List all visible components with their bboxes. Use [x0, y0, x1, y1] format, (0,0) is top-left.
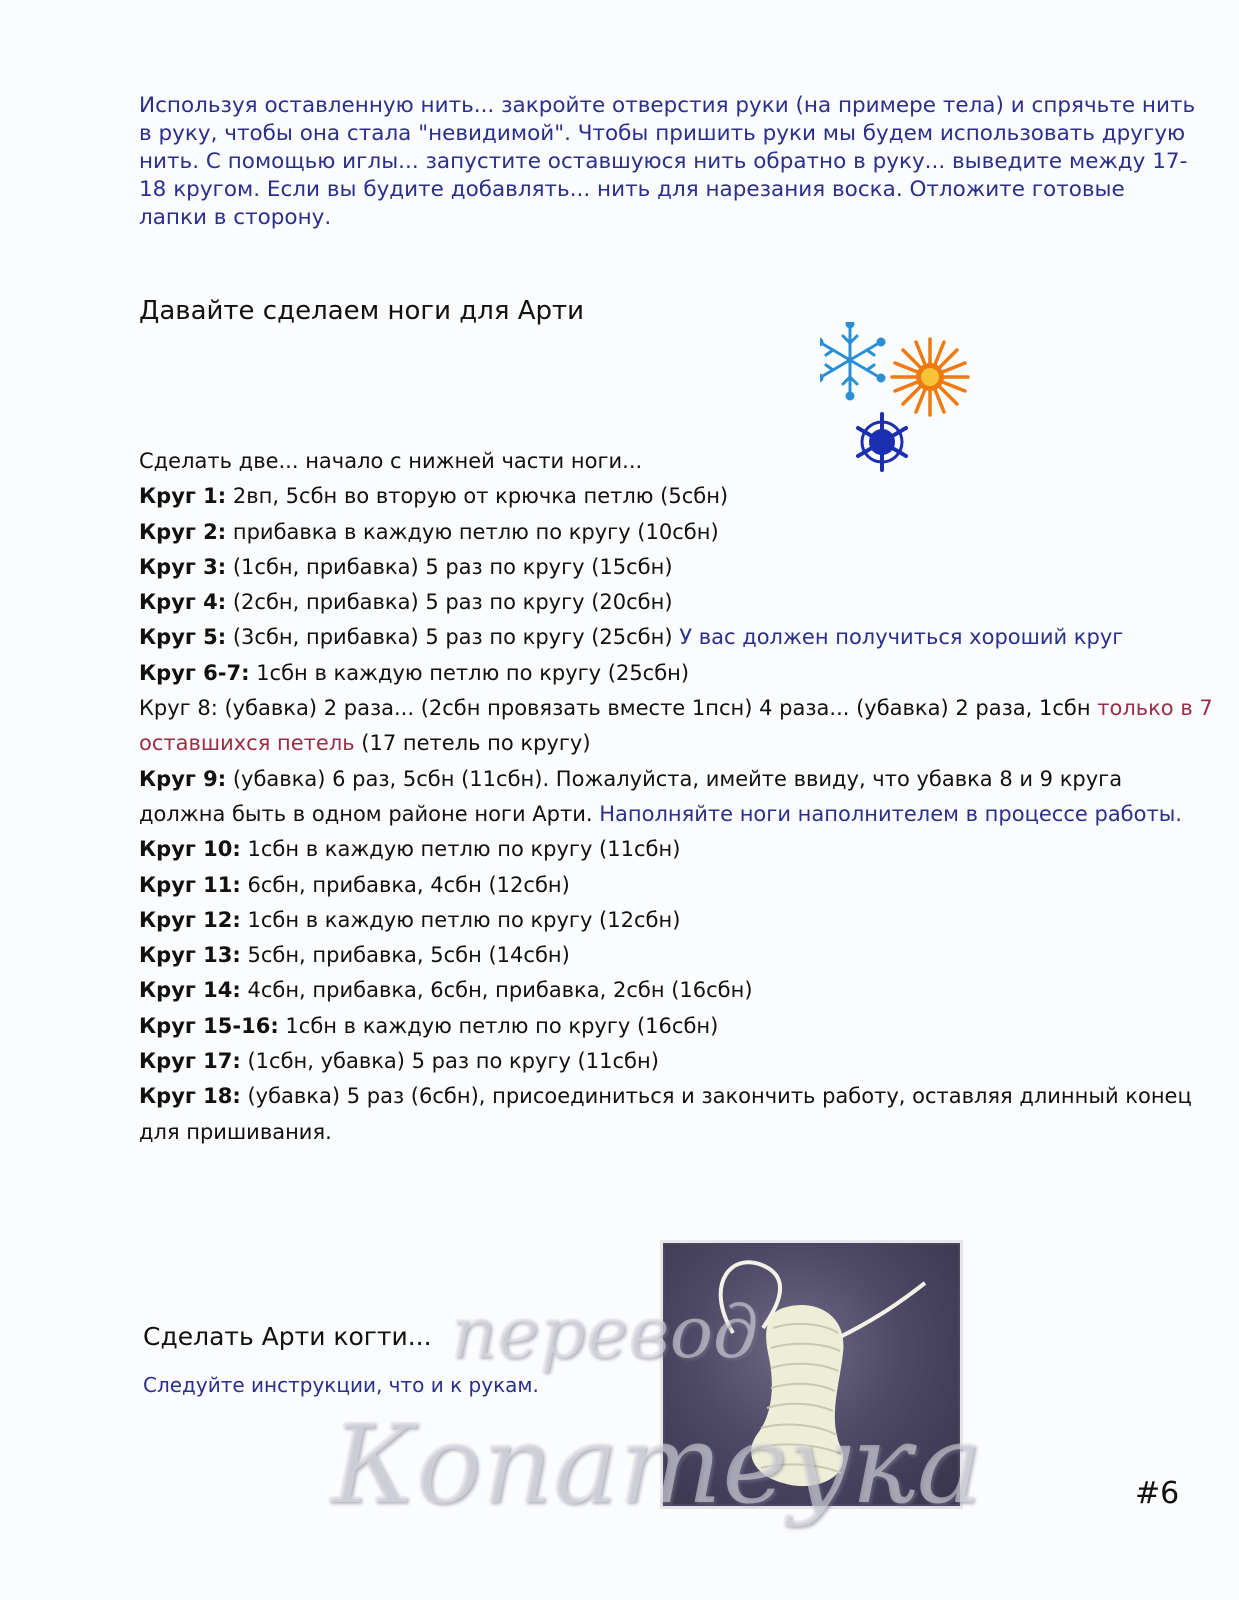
round-text: (убавка) 5 раз (6сбн), присоединиться и закончить работу, оставляя длинный конец для пришивания.	[139, 1084, 1192, 1144]
round-note: У вас должен получиться хороший круг	[679, 625, 1124, 650]
round-text-after: (17 петель по кругу)	[354, 731, 591, 756]
round-row	[139, 1009, 1214, 1044]
make-two-line: Сделать две... начало с нижней части ноги...	[139, 449, 643, 473]
round-row	[139, 1044, 1214, 1079]
round-row	[139, 550, 1214, 585]
watermark-line-2: Копатеука	[330, 1400, 983, 1528]
claws-heading: Сделать Арти когти...	[143, 1322, 432, 1351]
round-text: (1сбн, убавка) 5 раз по кругу (11сбн)	[240, 1049, 659, 1074]
round-row	[139, 479, 1214, 514]
round-row	[139, 868, 1214, 903]
round-label: Круг 5:	[139, 625, 227, 650]
claws-note: Следуйте инструкции, что и к рукам.	[143, 1373, 539, 1397]
round-label: Круг 15-16:	[139, 1013, 279, 1038]
round-label: Круг 9:	[139, 766, 227, 791]
round-label: Круг 3:	[139, 554, 227, 579]
round-row	[139, 1079, 1214, 1150]
round-row	[139, 903, 1214, 938]
round-label: Круг 14:	[139, 978, 241, 1003]
round-text: 1сбн в каждую петлю по кругу (25сбн)	[249, 660, 690, 685]
page-number: #6	[1135, 1476, 1180, 1511]
round-note: Наполняйте ноги наполнителем в процессе работы.	[599, 801, 1182, 826]
intro-paragraph: Используя оставленную нить... закройте отверстия руки (на примере тела) и спрячьте нить в руку, чтобы она стала "невидимой". Чтобы пришить руки мы будем использовать другую нить. С помощью иглы... запустите оставшуюся нить обратно в руку... выведите между 17-18 кругом. Если вы будите добавлять... нить для нарезания воска. Отложите готовые лапки в сторону.	[139, 93, 1196, 230]
round-label: Круг 17:	[139, 1049, 241, 1074]
round-row	[139, 973, 1214, 1008]
round-label: Круг 6-7:	[139, 660, 250, 685]
round-text: прибавка в каждую петлю по кругу (10сбн)	[226, 519, 719, 544]
round-text: 2вп, 5сбн во вторую от крючка петлю (5сбн)	[226, 484, 729, 509]
round-row	[139, 656, 1214, 691]
round-text: 6сбн, прибавка, 4сбн (12сбн)	[240, 872, 570, 897]
legs-heading: Давайте сделаем ноги для Арти	[139, 296, 585, 326]
round-label: Круг 11:	[139, 872, 241, 897]
round-row	[139, 762, 1214, 833]
watermark-line-1: перевод	[450, 1290, 759, 1374]
round-row	[139, 832, 1214, 867]
round-text: 5сбн, прибавка, 5сбн (14сбн)	[240, 943, 570, 968]
round-row	[139, 515, 1214, 550]
blue-snowflake-icon	[820, 322, 884, 399]
sun-flake-icon	[892, 339, 968, 415]
round-label: Круг 4:	[139, 590, 227, 615]
round-label: Круг 1:	[139, 484, 227, 509]
round-text: 1сбн в каждую петлю по кругу (11сбн)	[240, 837, 681, 862]
round-text: 1сбн в каждую петлю по кругу (12сбн)	[240, 907, 681, 932]
round-label: Круг 10:	[139, 837, 241, 862]
round-label: Круг 13:	[139, 943, 241, 968]
round-highlight: только в 7 оставшихся петель	[139, 696, 1213, 756]
round-text: (3сбн, прибавка) 5 раз по кругу (25сбн)	[226, 625, 680, 650]
leg-photo	[660, 1240, 963, 1509]
leg-pattern	[139, 444, 1214, 1150]
round-row	[139, 691, 1214, 762]
round-row	[139, 585, 1214, 620]
round-label: Круг 8:	[139, 696, 218, 721]
round-text: (1сбн, прибавка) 5 раз по кругу (15сбн)	[226, 554, 673, 579]
round-text: 1сбн в каждую петлю по кругу (16сбн)	[278, 1013, 719, 1038]
round-label: Круг 18:	[139, 1084, 241, 1109]
round-text: (убавка) 2 раза... (2сбн провязать вместе 1псн) 4 раза... (убавка) 2 раза, 1сбн	[217, 696, 1098, 721]
crocheted-leg-image	[663, 1243, 960, 1506]
round-row	[139, 620, 1214, 655]
round-label: Круг 12:	[139, 907, 241, 932]
round-label: Круг 2:	[139, 519, 227, 544]
round-text: (убавка) 6 раз, 5сбн (11сбн). Пожалуйста, имейте ввиду, что убавка 8 и 9 круга должна быть в одном районе ноги Арти.	[139, 766, 1123, 826]
round-row	[139, 938, 1214, 973]
round-text: 4сбн, прибавка, 6сбн, прибавка, 2сбн (16сбн)	[240, 978, 753, 1003]
round-text: (2сбн, прибавка) 5 раз по кругу (20сбн)	[226, 590, 673, 615]
